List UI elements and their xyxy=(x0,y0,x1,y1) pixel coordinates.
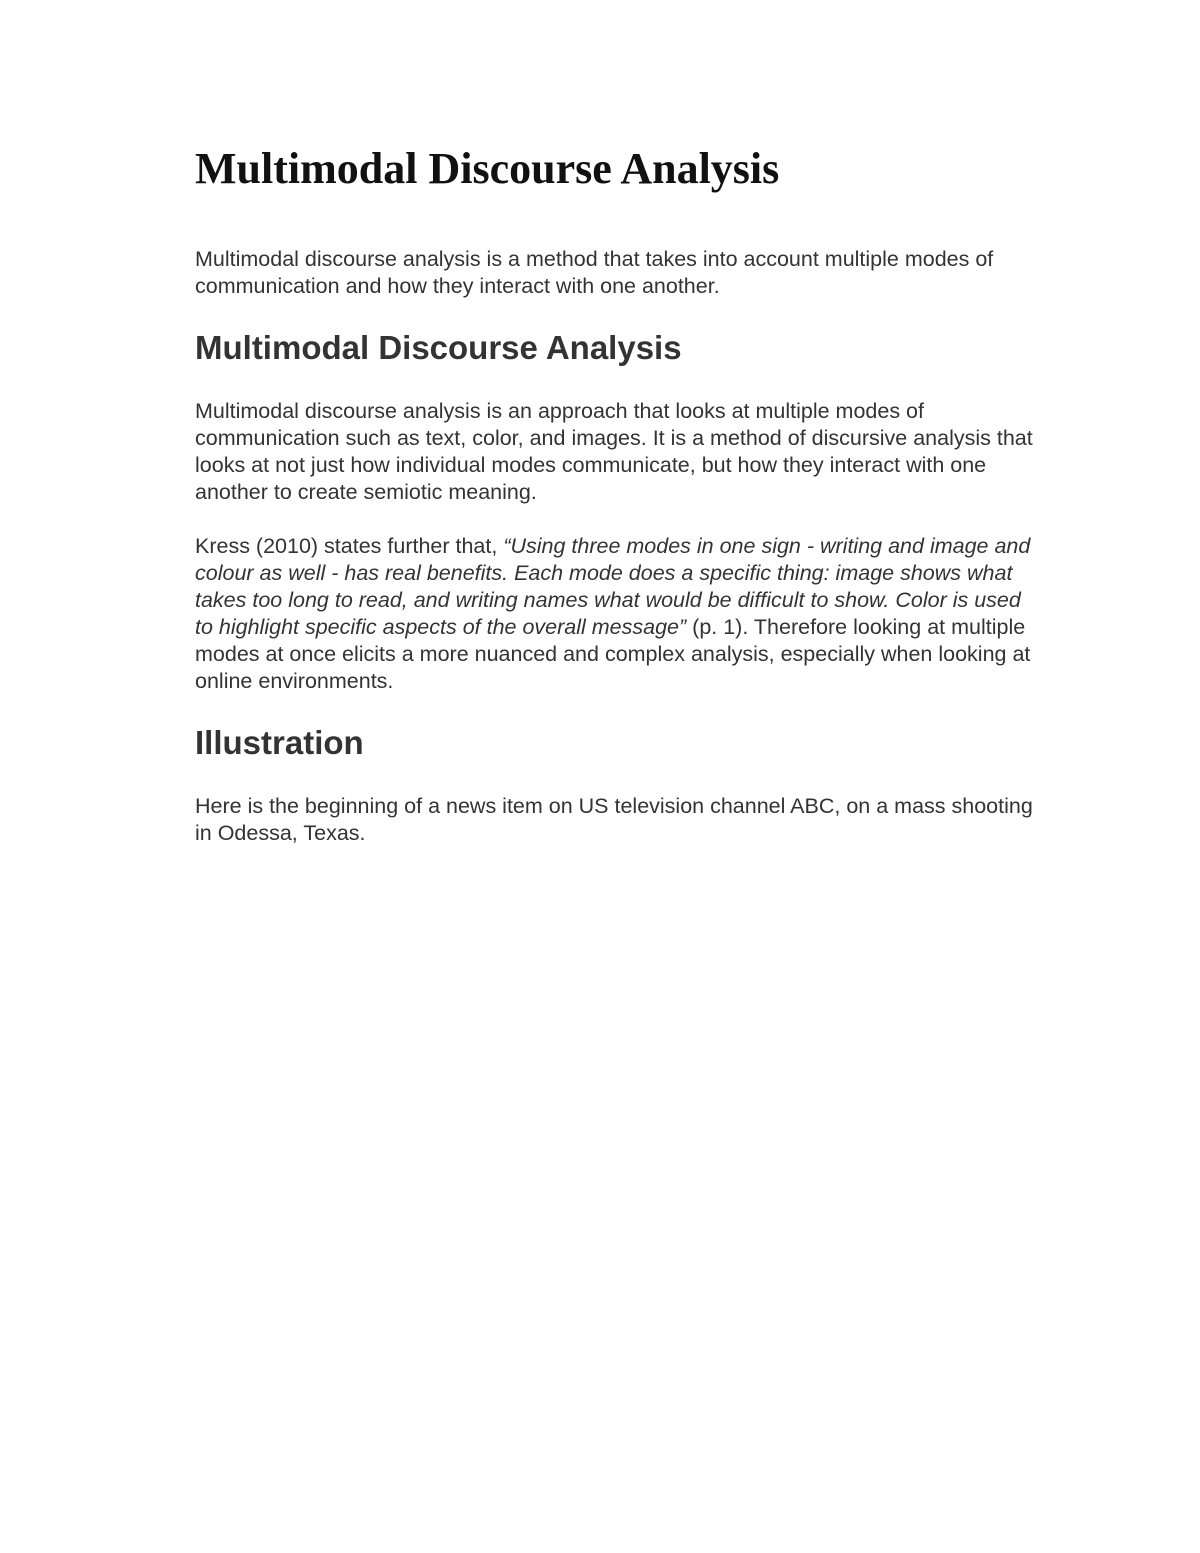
document-body xyxy=(195,138,1035,847)
kress-quote: “Using three modes in one sign - writing and image and colour as well - has real benefits. Each mode does a specific thing: image shows what takes too long to read, and writing names what would be difficult to show. Color is used to highlight specific aspects of the overall message” xyxy=(195,534,1031,639)
kress-lead: Kress (2010) states further that, xyxy=(195,534,504,558)
illustration-heading: Illustration xyxy=(195,724,364,761)
section-heading: Multimodal Discourse Analysis xyxy=(195,329,682,366)
illustration-paragraph: Here is the beginning of a news item on US television channel ABC, on a mass shooting in Odessa, Texas. xyxy=(195,794,1033,845)
kress-paragraph xyxy=(195,533,1035,695)
kress-tail: (p. 1). Therefore looking at multiple modes at once elicits a more nuanced and complex analysis, especially when looking at online environments. xyxy=(195,615,1031,693)
section-paragraph: Multimodal discourse analysis is an approach that looks at multiple modes of communication such as text, color, and images. It is a method of discursive analysis that looks at not just how individual modes communicate, but how they interact with one another to create semiotic meaning. xyxy=(195,399,1033,504)
intro-paragraph: Multimodal discourse analysis is a method that takes into account multiple modes of communication and how they interact with one another. xyxy=(195,247,994,298)
document-title: Multimodal Discourse Analysis xyxy=(195,144,780,193)
